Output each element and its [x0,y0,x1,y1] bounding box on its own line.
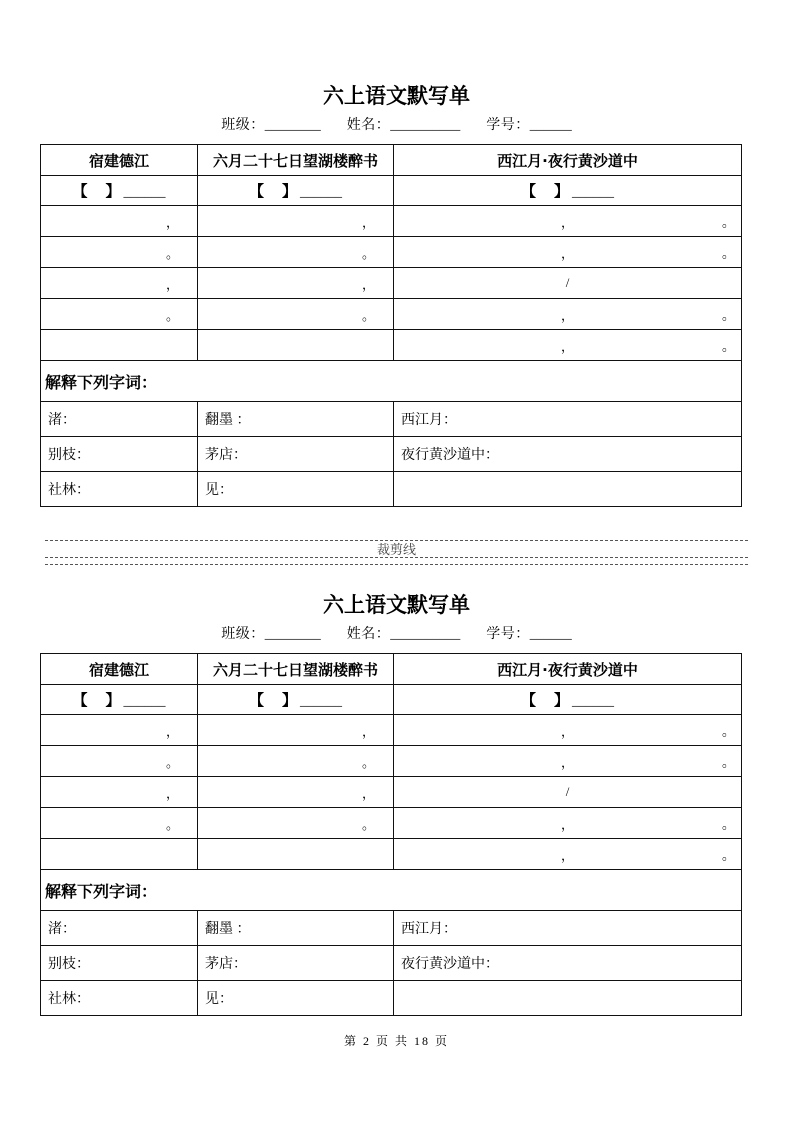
term-zhu: 渚： [41,402,198,437]
term-zhu: 渚： [41,911,198,946]
author-cell-1: 【 】 ______ [41,685,198,715]
term-yexing: 夜行黄沙道中： [394,946,742,981]
poem-title-3: 西江月·夜行黄沙道中 [394,145,742,176]
term-shelin: 社林： [41,472,198,507]
poem-title-2: 六月二十七日望湖楼醉书 [198,654,394,685]
author-blank: ______ [123,185,166,200]
class-label: 班级： [221,118,265,133]
name-label: 姓名： [346,627,391,642]
explain-row [41,402,742,437]
poem-line-row [41,206,742,237]
author-row [41,685,742,715]
student-id-label: 学号： [486,118,530,133]
term-jian: 见： [198,981,394,1016]
term-maodian: 茅店： [198,946,394,981]
term-biezhi: 别枝： [41,946,198,981]
student-id-blank: ______ [529,627,572,642]
class-blank: ________ [264,118,321,133]
poem-line-row: ， ， / [41,268,742,299]
bracket-close: 】 [105,184,121,200]
poem-line-row: 。 。 ， 。 [41,299,742,330]
student-info-line [0,117,793,135]
poem-line-row: ， ， ， 。 [41,715,742,746]
term-xijiangyue: 西江月： [394,402,742,437]
explain-row [41,437,742,472]
explain-heading-row [41,361,742,402]
cut-line-label: 裁剪线 [376,542,416,557]
explain-heading-row [41,870,742,911]
author-cell-1 [41,176,198,206]
cut-line [45,540,748,565]
poem-header-row [41,654,742,685]
author-cell-2: 【 】 ______ [198,176,394,206]
explain-row [41,981,742,1016]
dictation-table [40,144,742,507]
poem-line-row: ， 。 [41,839,742,870]
term-biezhi: 别枝： [41,437,198,472]
explain-row [41,946,742,981]
class-blank: ________ [264,627,321,642]
student-info-line [0,626,793,644]
page-title: 六上语文默写单 [323,593,470,617]
explain-heading: 解释下列字词： [41,361,742,402]
worksheet-section-1 [0,0,793,507]
explain-row [41,472,742,507]
poem1-punct: ， [41,206,198,237]
class-label: 班级： [221,627,265,642]
poem-line-row: 。 。 ， 。 [41,746,742,777]
cut-line-bottom-dash [45,564,748,565]
author-cell-3: 【 】 ______ [394,176,742,206]
term-fanmo: 翻墨 ： [198,402,394,437]
term-xijiangyue: 西江月： [394,911,742,946]
explain-heading: 解释下列字词： [41,870,742,911]
explain-row [41,911,742,946]
poem-title-3: 西江月·夜行黄沙道中 [394,654,742,685]
poem-line-row: 。 。 ， 。 [41,808,742,839]
term-yexing: 夜行黄沙道中： [394,437,742,472]
student-id-blank: ______ [529,118,572,133]
poem-header-row [41,145,742,176]
author-row [41,176,742,206]
worksheet-section-2 [0,593,793,1016]
name-blank: __________ [390,118,461,133]
term-fanmo: 翻墨 ： [198,911,394,946]
term-shelin: 社林： [41,981,198,1016]
poem-line-row: 。 。 ， 。 [41,237,742,268]
poem-title-2: 六月二十七日望湖楼醉书 [198,145,394,176]
poem-line-row: ， ， / [41,777,742,808]
bracket-open: 【 [72,184,88,200]
term-empty [394,472,742,507]
term-empty [394,981,742,1016]
poem-title-1: 宿建德江 [41,654,198,685]
author-cell-3: 【 】 ______ [394,685,742,715]
poem-title-1: 宿建德江 [41,145,198,176]
term-maodian: 茅店： [198,437,394,472]
page-title: 六上语文默写单 [323,84,470,108]
dictation-table [40,653,742,1016]
name-blank: __________ [390,627,461,642]
poem2-punct: ， [198,206,394,237]
author-cell-2: 【 】 ______ [198,685,394,715]
student-id-label: 学号： [486,627,530,642]
term-jian: 见： [198,472,394,507]
page-number-footer: 第 2 页 共 18 页 [343,1034,449,1048]
poem-line-row: ， 。 [41,330,742,361]
poem3-punct: ， 。 [394,206,742,237]
name-label: 姓名： [346,118,391,133]
